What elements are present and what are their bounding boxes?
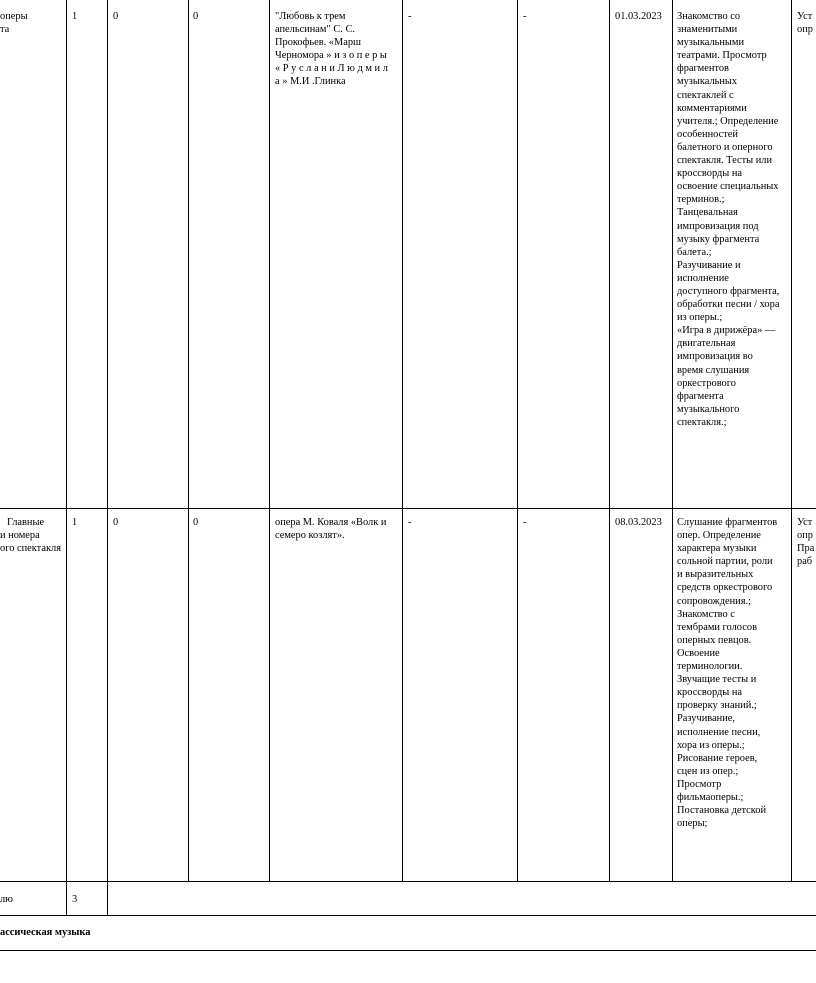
row2-repertoire: опера М. Коваля «Волк и семеро козлят».	[275, 517, 387, 542]
col-divider-5	[402, 0, 403, 882]
row2-date: 08.03.2023	[615, 517, 662, 528]
row2-control: Уст опр Пра раб	[797, 517, 815, 568]
col-divider-4	[269, 0, 270, 882]
col-divider-1	[66, 0, 67, 916]
row-divider-middle	[0, 881, 816, 882]
row2-hours-total: 1	[72, 517, 78, 528]
row2-topic: Главные и номера ого спектакля	[0, 517, 61, 555]
row1-date: 01.03.2023	[615, 11, 662, 22]
summary-total: 3	[72, 894, 78, 905]
row-divider-top	[0, 508, 816, 509]
row1-topic: оперы та	[0, 11, 28, 36]
row2-col6: -	[408, 517, 412, 528]
row2-hours-control: 0	[113, 517, 119, 528]
row1-control: Уст опр	[797, 11, 813, 36]
row2-hours-practice: 0	[193, 517, 199, 528]
row1-activities: Знакомство со знаменитыми музыкальными театрами. Просмотр фрагментов музыкальных спектаклей с комментариями учителя.; Определение особенностей балетного и оперного спектакля. Тесты или кроссворды на освоение специальных терминов.; Танцевальная импровизация под музыку фрагмента балета.; Разучивание и исполнение доступного фрагмента, обработки песни / хора из оперы.; «Игра в дирижёра» — двигательная импровизация во время слушания оркестрового фрагмента музыкального спектакля.;	[677, 11, 780, 428]
col-divider-6	[517, 0, 518, 882]
summary-label: лю	[0, 894, 13, 905]
row1-col6: -	[408, 11, 412, 22]
row1-repertoire: "Любовь к трем апельсинам" С. С. Прокофьев. «Марш Черномора » и з о п е р ы « Р у с л а н и Л ю д м и л а » М.И .Глинка	[275, 11, 388, 88]
col-divider-3	[188, 0, 189, 882]
col-divider-9	[791, 0, 792, 882]
row1-hours-control: 0	[113, 11, 119, 22]
col-divider-2	[107, 0, 108, 916]
col-divider-8	[672, 0, 673, 882]
row1-col7: -	[523, 11, 527, 22]
row1-hours-practice: 0	[193, 11, 199, 22]
section-title: ассическая музыка	[0, 927, 91, 938]
row2-activities: Слушание фрагментов опер. Определение характера музыки сольной партии, роли и выразительных средств оркестрового сопровождения.; Знакомство с тембрами голосов оперных певцов. Освоение терминологии. Звучащие тесты и кроссворды на проверку знаний.; Разучивание, исполнение песни, хора из оперы.; Рисование героев, сцен из опер.; Просмотр фильмаоперы.; Постановка детской оперы;	[677, 517, 778, 830]
row-divider-summary	[0, 915, 816, 916]
row2-col7: -	[523, 517, 527, 528]
row1-hours-total: 1	[72, 11, 78, 22]
row-divider-bottom	[0, 950, 816, 951]
col-divider-7	[609, 0, 610, 882]
